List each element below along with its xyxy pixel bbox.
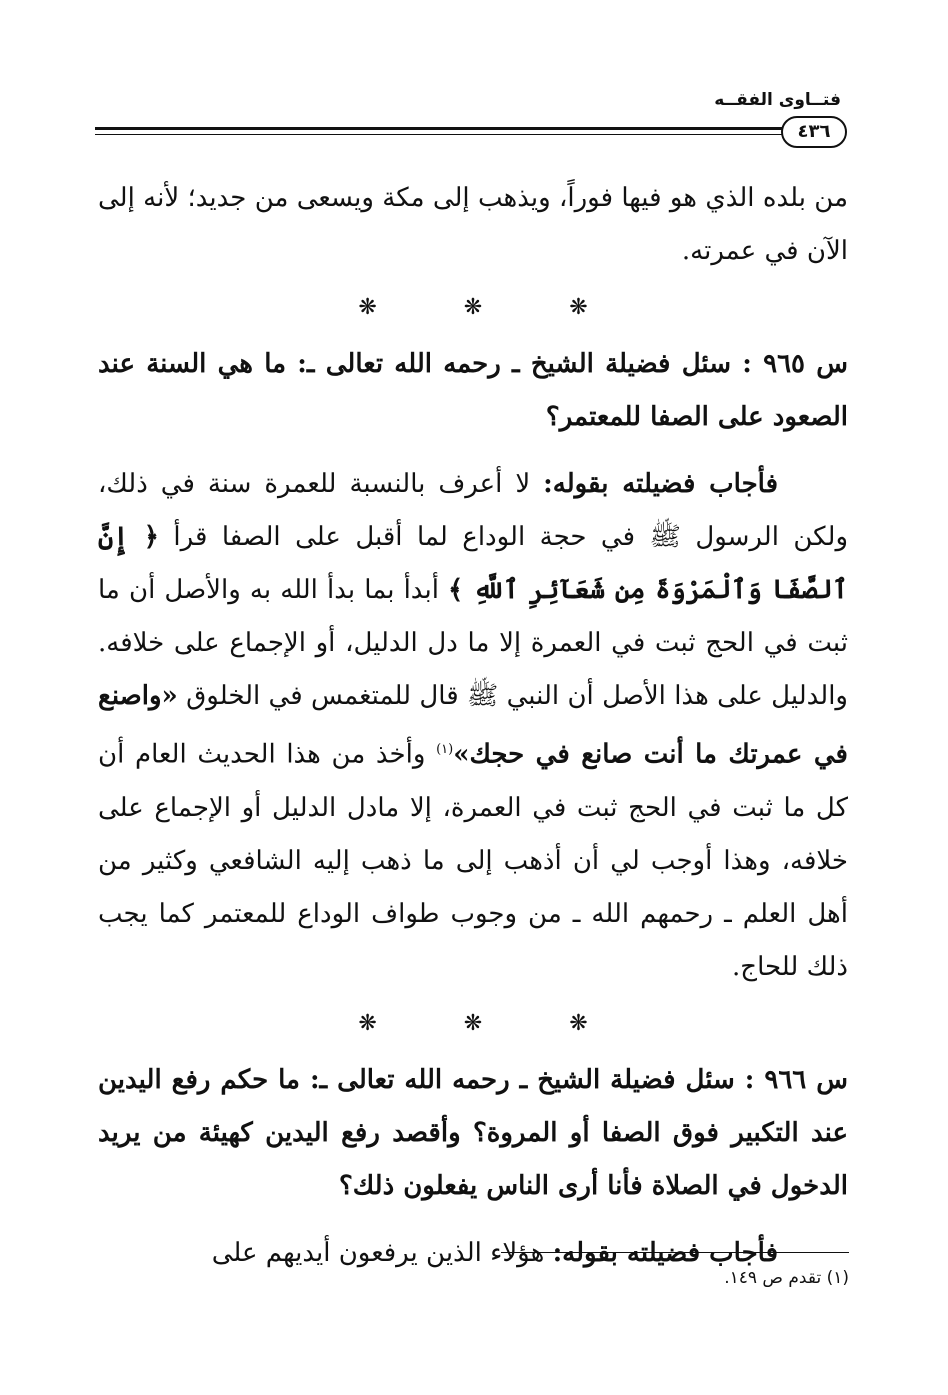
section-separator: ❋ ❋ ❋: [358, 295, 628, 320]
hadith-quote: «واصنع في عمرتك ما أنت صانع في حجك»: [98, 681, 848, 770]
answer-text: وأخذ من هذا الحديث العام أن كل ما ثبت في الحج ثبت في العمرة، إلا مادل الدليل أو الإجماع على خلافه، وهذا أوجب لي أن أذهب إلى ما ذهب إليه الشافعي وكثير من أهل العلم ـ رحمهم الله ـ من وجوب طواف الوداع للمعتمر كما يجب ذلك للحاج.: [98, 739, 848, 982]
intro-paragraph: من بلده الذي هو فيها فوراً، ويذهب إلى مكة ويسعى من جديد؛ لأنه إلى الآن في عمرته.: [98, 183, 848, 266]
page-header: [95, 88, 847, 158]
header-rule-thick: [95, 127, 787, 130]
answer-text: لا أعرف بالنسبة للعمرة سنة في ذلك، ولكن الرسول ﷺ في حجة الوداع لما أقبل على الصفا قرأ: [98, 469, 848, 552]
question-966: س ٩٦٦ : سئل فضيلة الشيخ ـ رحمه الله تعالى ـ: ما حكم رفع اليدين عند التكبير فوق الصفا أو المروة؟ وأقصد رفع اليدين كهيئة من يريد الدخول في الصلاة فأنا أرى الناس يفعلون ذلك؟: [98, 1064, 848, 1201]
footnote-rule: [501, 1252, 849, 1253]
quran-verse: ﴿ إِنَّ ٱلصَّفَا وَٱلْمَرْوَةَ مِن شَعَآئِرِ ٱللَّهِ ﴾: [98, 522, 848, 605]
page-body: [98, 172, 848, 1280]
header-rule-thin: [95, 134, 787, 135]
answer-lead: فأجاب فضيلته بقوله:: [543, 469, 778, 499]
page-number: ٤٣٦: [781, 116, 847, 148]
running-title: فتــاوى الفقــه: [714, 90, 841, 110]
footnote: (١) تقدم ص ١٤٩.: [724, 1268, 849, 1288]
answer-965: [98, 458, 848, 994]
question-965: س ٩٦٥ : سئل فضيلة الشيخ ـ رحمه الله تعالى ـ: ما هي السنة عند الصعود على الصفا للمعتمر؟: [98, 349, 848, 432]
footnote-reference[interactable]: (١): [436, 742, 454, 757]
answer-lead: فأجاب فضيلته بقوله:: [552, 1237, 778, 1268]
answer-text: أبدأ بما بدأ الله به والأصل أن ما ثبت في الحج ثبت في العمرة إلا ما دل الدليل، أو الإجماع على خلافه. والدليل على هذا الأصل أن النبي ﷺ قال للمتغمس في الخلوق: [98, 575, 849, 711]
section-separator: ❋ ❋ ❋: [358, 1010, 628, 1036]
answer-text: هؤلاء الذين يرفعون أيديهم على: [211, 1237, 553, 1268]
